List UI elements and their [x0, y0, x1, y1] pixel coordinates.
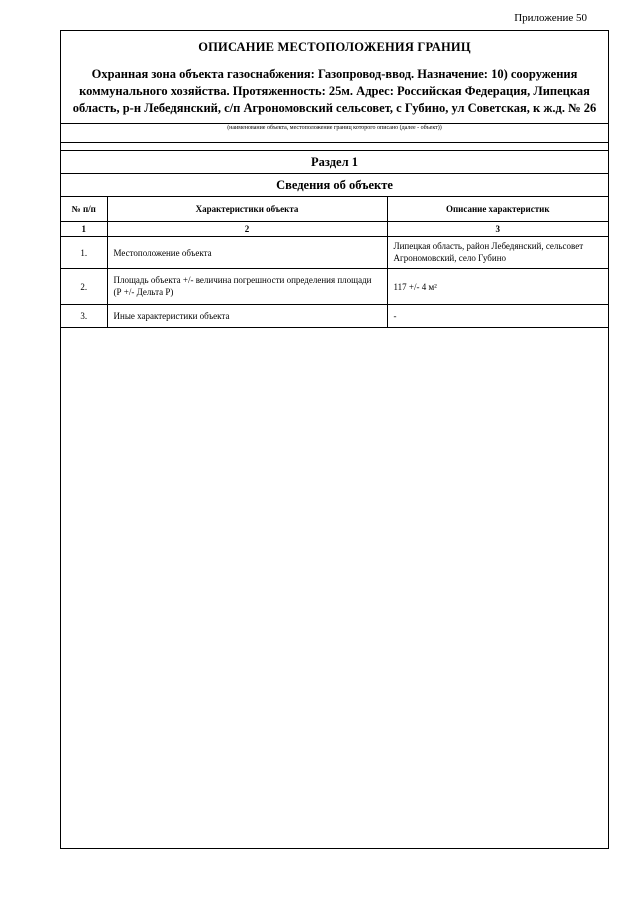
row-characteristic: Площадь объекта +/- величина погрешности определения площади (Р +/- Дельта Р) [107, 269, 387, 305]
object-info-table [61, 197, 608, 328]
row-num: 2. [61, 269, 107, 305]
column-number: 3 [387, 222, 608, 237]
row-num: 1. [61, 237, 107, 269]
row-description: Липецкая область, район Лебедянский, сельсовет Агрономовский, село Губино [387, 237, 608, 269]
row-characteristic: Иные характеристики объекта [107, 305, 387, 328]
section-title: Раздел 1 [61, 151, 608, 174]
column-number: 2 [107, 222, 387, 237]
column-number: 1 [61, 222, 107, 237]
title-block [61, 40, 608, 124]
table-row [61, 237, 608, 269]
spacer-row [61, 143, 608, 151]
subsection-title: Сведения об объекте [61, 174, 608, 197]
appendix-label: Приложение 50 [514, 12, 587, 24]
column-number-row [61, 222, 608, 237]
row-characteristic: Местоположение объекта [107, 237, 387, 269]
object-name: Охранная зона объекта газоснабжения: Газопровод-ввод. Назначение: 10) сооружения коммунального хозяйства. Протяженность: 25м. Адрес: Российская Федерация, Липецкая область, р-н Лебедянский, с/п Агрономовский сельсовет, с Губино, ул Советская, к ж.д. № 26 [72, 67, 597, 115]
object-caption: (наименование объекта, местоположение границ которого описано (далее - объект)) [61, 124, 608, 143]
header-description: Описание характеристик [387, 197, 608, 222]
table-header-row [61, 197, 608, 222]
header-characteristic: Характеристики объекта [107, 197, 387, 222]
document-title: ОПИСАНИЕ МЕСТОПОЛОЖЕНИЯ ГРАНИЦ [198, 40, 471, 54]
table-row [61, 269, 608, 305]
row-description: - [387, 305, 608, 328]
header-num: № п/п [61, 197, 107, 222]
table-row [61, 305, 608, 328]
row-num: 3. [61, 305, 107, 328]
document-frame [60, 30, 609, 849]
row-description: 117 +/- 4 м² [387, 269, 608, 305]
